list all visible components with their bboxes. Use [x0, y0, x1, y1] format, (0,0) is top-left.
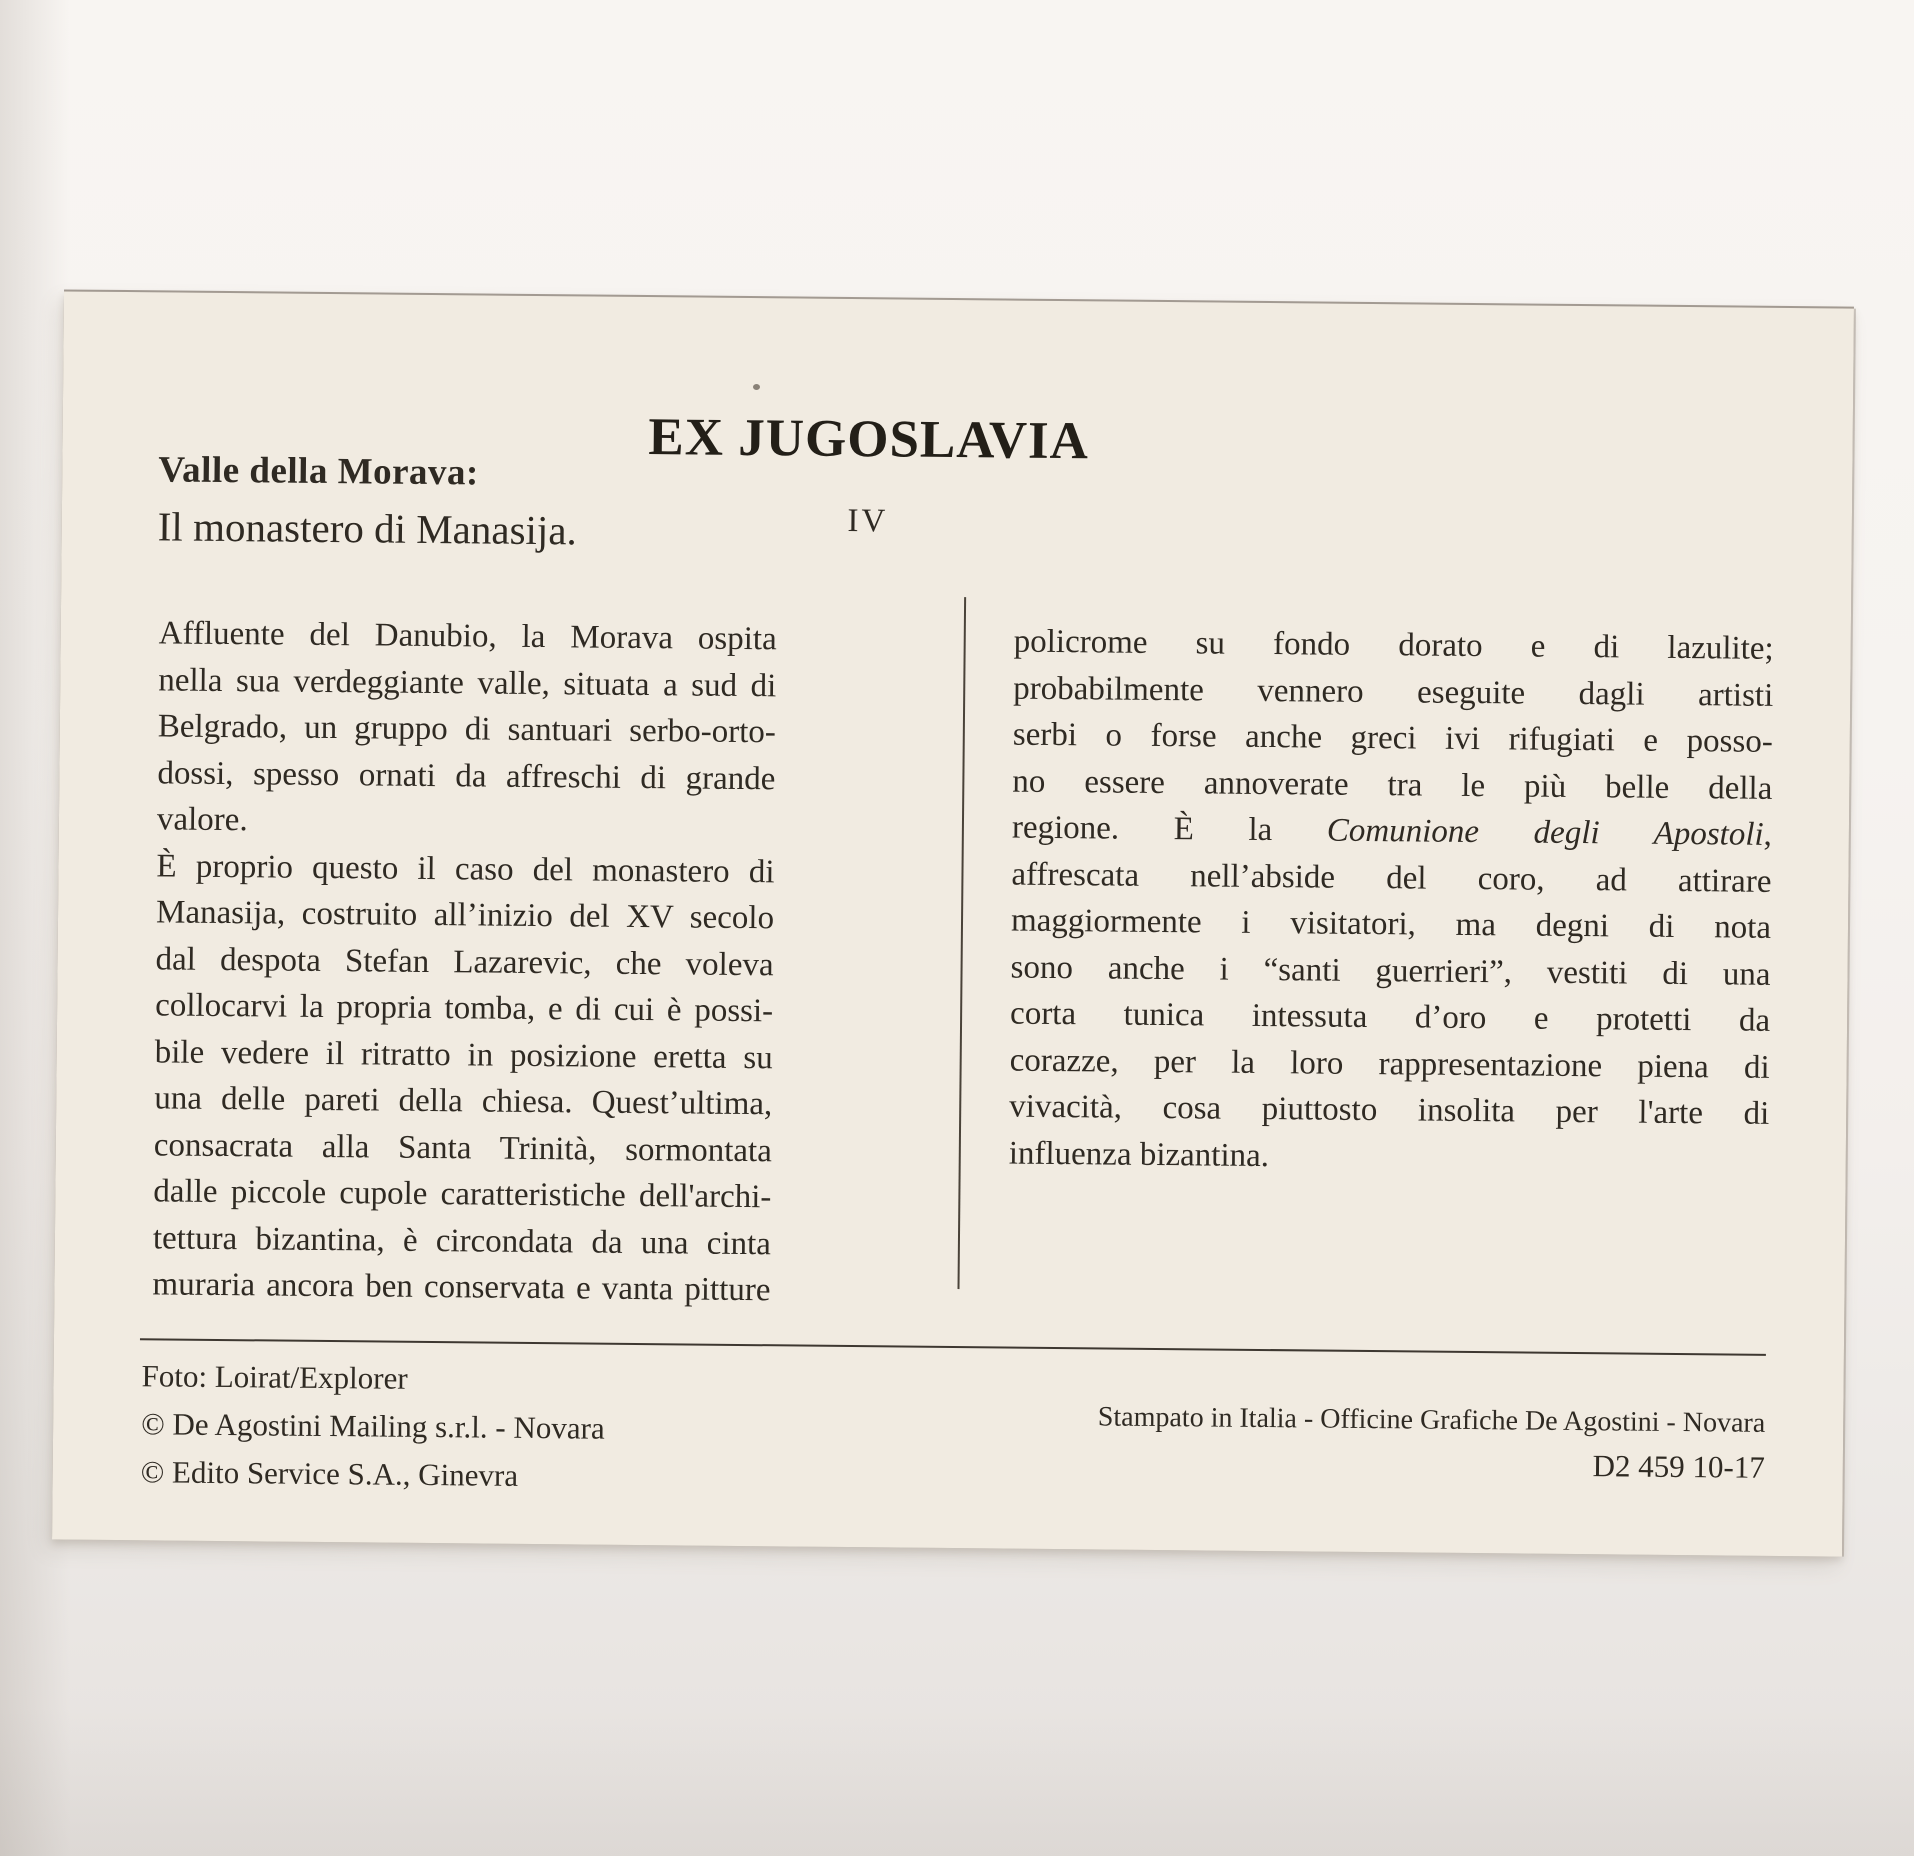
body-text-line: nella sua verdeggiante valle, situata a sud di [158, 661, 777, 704]
body-left-column [152, 610, 777, 1313]
body-text-line: vivacità, cosa piuttosto insolita per l'arte di [1009, 1088, 1770, 1132]
body-text-line: dossi, spesso ornati da affreschi di grande [157, 754, 776, 797]
photo-credit: Foto: Loirat/Explorer [141, 1358, 408, 1396]
body-text-line: Affluente del Danubio, la Morava ospita [158, 615, 777, 658]
scan-bottom-shade [0, 1706, 1914, 1856]
body-right-column [1009, 619, 1774, 1184]
copyright-line-2: © Edito Service S.A., Ginevra [140, 1454, 519, 1493]
body-text-line: sono anche i “santi guerrieri”, vestiti di una [1010, 949, 1771, 993]
body-text-line: bile vedere il ritratto in posizione eretta su [154, 1033, 773, 1076]
body-text-line: serbi o forse anche greci ivi rifugiati e posso- [1012, 716, 1773, 760]
printer-line: Stampato in Italia - Officine Grafiche De Agostini - Novara [1097, 1401, 1766, 1439]
body-text-line: È proprio questo il caso del monastero di [156, 847, 775, 890]
body-text-line: collocarvi la propria tomba, e di cui è possi- [155, 987, 774, 1030]
body-text-line: policrome su fondo dorato e di lazulite; [1013, 623, 1774, 667]
body-text-line: dal despota Stefan Lazarevic, che voleva [155, 940, 774, 983]
credits-block [140, 1352, 605, 1500]
column-divider [957, 597, 966, 1289]
postcard-subtitle: Il monastero di Manasija. [157, 503, 577, 554]
body-text-line: muraria ancora ben conservata e vanta pitture [152, 1266, 771, 1309]
print-info-block [1097, 1395, 1765, 1489]
postcard-kicker: Valle della Morava: [158, 449, 480, 494]
body-text-line: una delle pareti della chiesa. Quest’ultima, [154, 1080, 773, 1123]
body-text-line: corta tunica intessuta d’oro e protetti da [1009, 995, 1771, 1039]
body-text-line: influenza bizantina. [1008, 1135, 1270, 1174]
body-text-line: dalle piccole cupole caratteristiche dell'archi- [153, 1173, 772, 1216]
print-code: D2 459 10-17 [1592, 1448, 1765, 1485]
body-text-line: Manasija, costruito all’inizio del XV secolo [155, 894, 775, 937]
body-text-line: probabilmente vennero eseguite dagli artisti [1013, 670, 1774, 714]
body-text-line: regione. È la Comunione degli Apostoli, [1011, 809, 1773, 853]
body-text-line: Belgrado, un gruppo di santuari serbo-orto- [157, 708, 777, 751]
scan-dust-speck [753, 384, 760, 390]
copyright-line-1: © De Agostini Mailing s.r.l. - Novara [140, 1406, 605, 1446]
body-text-line: no essere annoverate tra le più belle della [1012, 763, 1773, 807]
section-numeral: IV [847, 502, 889, 540]
body-text-line: tettura bizantina, è circondata da una cinta [152, 1219, 772, 1262]
postcard [52, 291, 1854, 1556]
body-text-line: valore. [156, 801, 248, 839]
body-text-line: affrescata nell’abside del coro, ad attirare [1011, 856, 1772, 900]
body-text-line: corazze, per la loro rappresentazione piena di [1009, 1042, 1770, 1086]
footer-rule [140, 1338, 1766, 1356]
postcard-title: EX JUGOSLAVIA [648, 408, 1090, 471]
body-text-line: consacrata alla Santa Trinità, sormontata [153, 1126, 772, 1169]
body-text-line: maggiormente i visitatori, ma degni di nota [1010, 902, 1772, 946]
